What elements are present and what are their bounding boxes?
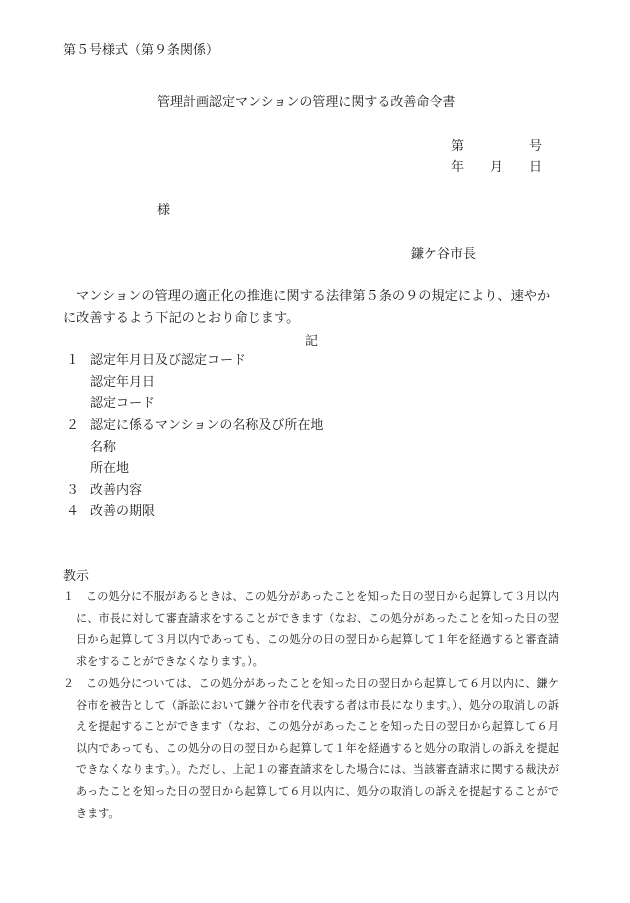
date-year-label: 年 (451, 160, 465, 175)
note-number: １ (63, 590, 75, 603)
sub-item-label: 所在地 (90, 461, 130, 476)
instructions-heading: 教示 (63, 569, 90, 584)
instruction-note-2 (63, 673, 559, 824)
note-text: この処分については、この処分があったことを知った日の翌日から起算して６月以内に、鎌ケ谷市を被告として（訴訟において鎌ケ谷市を代表する者は市長になります。）、処分の取消しの訴えを提起することができます（なお、この処分があったことを知った日の翌日から起算して６月以内であっても、この処分の日の翌日から起算して１年を経過すると処分の取消しの訴えを提起できなくなります。）。ただし、上記１の審査請求をした場合には、当該審査請求に関する裁決があったことを知った日の翌日から起算して６月以内に、処分の取消しの訴えを提起することができます。 (76, 677, 559, 820)
item-label: 改善内容 (90, 483, 143, 498)
item-label: 改善の期限 (90, 504, 156, 519)
issuer-name: 鎌ケ谷市長 (411, 247, 477, 262)
item-label: 認定に係るマンションの名称及び所在地 (90, 418, 324, 433)
sub-item-label: 認定コード (90, 396, 156, 411)
item-label: 認定年月日及び認定コード (90, 353, 247, 368)
item-number: ３ (66, 483, 80, 498)
document-title: 管理計画認定マンションの管理に関する改善命令書 (157, 95, 456, 110)
instruction-note-1 (63, 586, 559, 672)
item-number: ２ (66, 418, 80, 433)
addressee-honorific: 様 (157, 203, 171, 218)
note-number: ２ (63, 677, 75, 690)
note-text: この処分に不服があるときは、この処分があったことを知った日の翌日から起算して３月以内に、市長に対して審査請求をすることができます（なお、この処分があったことを知った日の翌日から起算して３月以内であっても、この処分の日の翌日から起算して１年を経過すると審査請求をすることができなくなります。）。 (76, 590, 559, 668)
sub-item-label: 名称 (90, 440, 117, 455)
order-body-text: マンションの管理の適正化の推進に関する法律第５条の９の規定により、速やかに改善するよう下記のとおり命じます。 (63, 289, 551, 326)
item-number: ４ (66, 504, 80, 519)
document-number-suffix: 号 (529, 139, 543, 154)
document-number-label: 第 (451, 139, 465, 154)
ki-marker: 記 (305, 334, 319, 349)
form-number: 第５号様式（第９条関係） (63, 43, 220, 58)
date-day-label: 日 (529, 160, 543, 175)
date-month-label: 月 (490, 160, 504, 175)
sub-item-label: 認定年月日 (90, 375, 156, 390)
item-number: １ (66, 353, 80, 368)
